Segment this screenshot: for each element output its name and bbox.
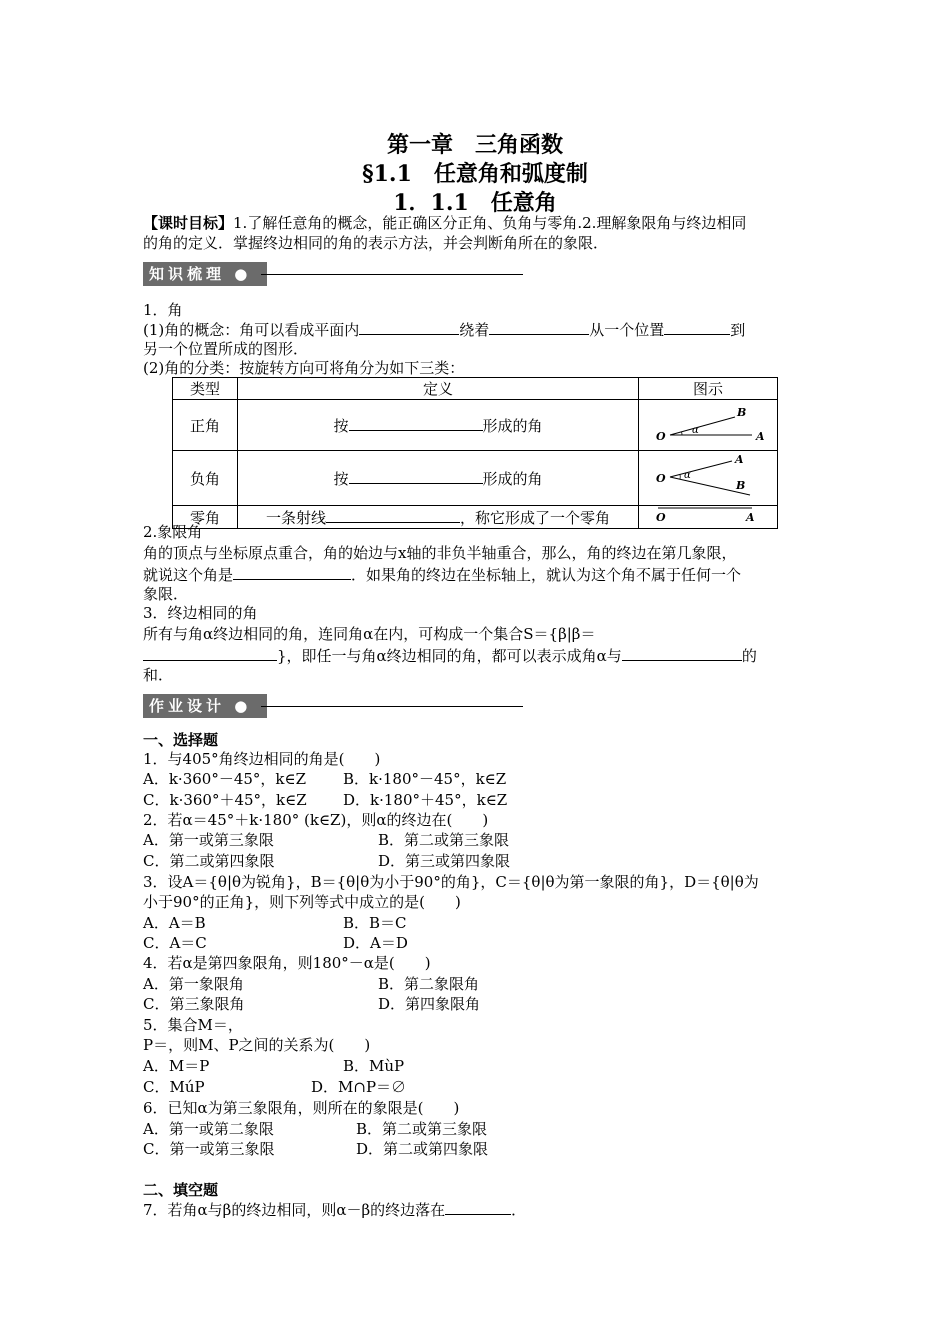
type-cell: 零角 xyxy=(173,506,238,529)
item2-title: 2.象限角 xyxy=(143,523,203,541)
option[interactable]: D．第四象限角 xyxy=(378,995,481,1013)
question-3-line1: 3．设A＝{θ|θ为锐角}，B＝{θ|θ为小于90°的角}，C＝{θ|θ为第一象限的角}，D＝{θ|θ为 xyxy=(143,873,759,891)
item2-line1: 角的顶点与坐标原点重合，角的始边与x轴的非负半轴重合，那么，角的终边在第几象限， xyxy=(143,544,737,562)
def-cell: 按 形成的角 xyxy=(238,400,639,451)
blank[interactable] xyxy=(489,319,589,335)
concept-line1: (1)角的概念：角可以看成平面内 绕着 从一个位置 到 xyxy=(143,321,746,339)
goal-line2: 的角的定义．掌握终边相同的角的表示方法，并会判断角所在的象限． xyxy=(143,234,609,252)
blank[interactable] xyxy=(349,415,483,431)
option[interactable]: A．第一象限角 xyxy=(143,975,244,993)
blank[interactable] xyxy=(359,319,459,335)
figure-positive xyxy=(639,400,778,451)
option[interactable]: B．第二象限角 xyxy=(378,975,480,993)
blank[interactable] xyxy=(664,319,730,335)
option[interactable]: C．k·360°＋45°，k∈Z xyxy=(143,791,307,809)
table-row xyxy=(173,451,778,506)
svg-text:α: α xyxy=(692,425,699,436)
option[interactable]: C．第三象限角 xyxy=(143,995,245,1013)
option[interactable]: C．A＝C xyxy=(143,934,207,952)
option[interactable]: D．第三或第四象限 xyxy=(378,852,511,870)
type-cell: 正角 xyxy=(173,400,238,451)
goal-text1: 1.了解任意角的概念，能正确区分正角、负角与零角.2.理解象限角与终边相同 xyxy=(233,214,747,232)
item3-line2: }，即任一与角α终边相同的角，都可以表示成角α与 的 xyxy=(143,645,757,666)
section-header-rule xyxy=(261,706,523,707)
item3-line1: 所有与角α终边相同的角，连同角α在内，可构成一个集合S＝{β|β＝ xyxy=(143,625,596,643)
blank[interactable] xyxy=(622,645,742,661)
question-5-line2: P＝，则M、P之间的关系为( ) xyxy=(143,1036,371,1054)
chapter-title: 第一章 三角函数 xyxy=(386,132,563,158)
type-cell: 负角 xyxy=(173,451,238,506)
item3-title: 3．终边相同的角 xyxy=(143,604,258,622)
section-header-label: 知识梳理 ● xyxy=(143,262,267,286)
item3-line3: 和． xyxy=(143,666,174,684)
option[interactable]: C．第一或第三象限 xyxy=(143,1140,275,1158)
def-cell: 按 形成的角 xyxy=(238,451,639,506)
item1-title: 1．角 xyxy=(143,301,183,319)
question-2: 2．若α＝45°＋k·180° (k∈Z)，则α的终边在( ) xyxy=(143,811,489,829)
svg-text:O: O xyxy=(656,511,666,524)
option[interactable]: B．MùP xyxy=(343,1057,405,1075)
section-header-label: 作业设计 ● xyxy=(143,694,267,718)
part1-title: 一、选择题 xyxy=(143,731,219,749)
goal-line1 xyxy=(143,213,746,233)
option[interactable]: A．M＝P xyxy=(143,1057,210,1075)
option[interactable]: C．第二或第四象限 xyxy=(143,852,275,870)
option[interactable]: B．第二或第三象限 xyxy=(378,831,510,849)
option[interactable]: A．第一或第二象限 xyxy=(143,1120,274,1138)
option[interactable]: A．A＝B xyxy=(143,914,206,932)
subsection-title: 1．1.1 任意角 xyxy=(393,190,557,216)
positive-angle-diagram xyxy=(640,400,776,446)
table-header: 定义 xyxy=(238,378,639,400)
table-header: 类型 xyxy=(173,378,238,400)
option[interactable]: D．第二或第四象限 xyxy=(356,1140,489,1158)
goal-label: 【课时目标】 xyxy=(143,214,234,232)
question-6: 6．已知α为第三象限角，则所在的象限是( ) xyxy=(143,1099,460,1117)
item2-line2: 就说这个角是 ．如果角的终边在坐标轴上，就认为这个角不属于任何一个 xyxy=(143,566,742,584)
option[interactable]: D．M∩P＝∅ xyxy=(311,1078,407,1096)
negative-angle-diagram xyxy=(640,451,776,501)
blank[interactable] xyxy=(349,468,483,484)
blank[interactable] xyxy=(233,564,351,580)
figure-negative xyxy=(639,451,778,506)
section-title: §1.1 任意角和弧度制 xyxy=(362,161,588,187)
zero-angle-diagram xyxy=(640,506,776,524)
table-row xyxy=(173,400,778,451)
svg-text:α: α xyxy=(684,470,691,481)
blank[interactable] xyxy=(326,507,460,523)
item2-line3: 象限． xyxy=(143,585,189,603)
option[interactable]: D．A＝D xyxy=(343,934,408,952)
option[interactable]: C．MúP xyxy=(143,1078,205,1096)
table-header: 图示 xyxy=(639,378,778,400)
table-row xyxy=(173,506,778,529)
section-header-rule xyxy=(261,274,523,275)
question-3-line2: 小于90°的正角}，则下列等式中成立的是( ) xyxy=(143,893,461,911)
option[interactable]: B．k·180°－45°，k∈Z xyxy=(343,770,507,788)
svg-text:A: A xyxy=(756,430,765,443)
blank[interactable] xyxy=(143,645,277,661)
classify-line: (2)角的分类：按旋转方向可将角分为如下三类： xyxy=(143,359,465,377)
svg-text:B: B xyxy=(736,479,746,492)
svg-text:A: A xyxy=(735,453,744,466)
option[interactable]: D．k·180°＋45°，k∈Z xyxy=(343,791,508,809)
angle-classification-table xyxy=(172,377,778,529)
question-1: 1．与405°角终边相同的角是( ) xyxy=(143,750,381,768)
question-5-line1: 5．集合M＝， xyxy=(143,1016,243,1034)
question-4: 4．若α是第四象限角，则180°－α是( ) xyxy=(143,954,431,972)
svg-text:B: B xyxy=(737,406,747,419)
blank[interactable] xyxy=(445,1199,511,1215)
figure-zero xyxy=(639,506,778,529)
question-7: 7．若角α与β的终边相同，则α－β的终边落在 ． xyxy=(143,1201,527,1219)
concept-line2: 另一个位置所成的图形． xyxy=(143,340,309,358)
option[interactable]: A．第一或第三象限 xyxy=(143,831,274,849)
part2-title: 二、填空题 xyxy=(143,1181,219,1199)
def-cell: 一条射线 ，称它形成了一个零角 xyxy=(238,506,639,529)
svg-text:O: O xyxy=(656,472,666,485)
option[interactable]: A．k·360°－45°，k∈Z xyxy=(143,770,307,788)
svg-text:O: O xyxy=(656,430,666,443)
svg-text:A: A xyxy=(746,511,755,524)
option[interactable]: B．B＝C xyxy=(343,914,407,932)
option[interactable]: B．第二或第三象限 xyxy=(356,1120,488,1138)
